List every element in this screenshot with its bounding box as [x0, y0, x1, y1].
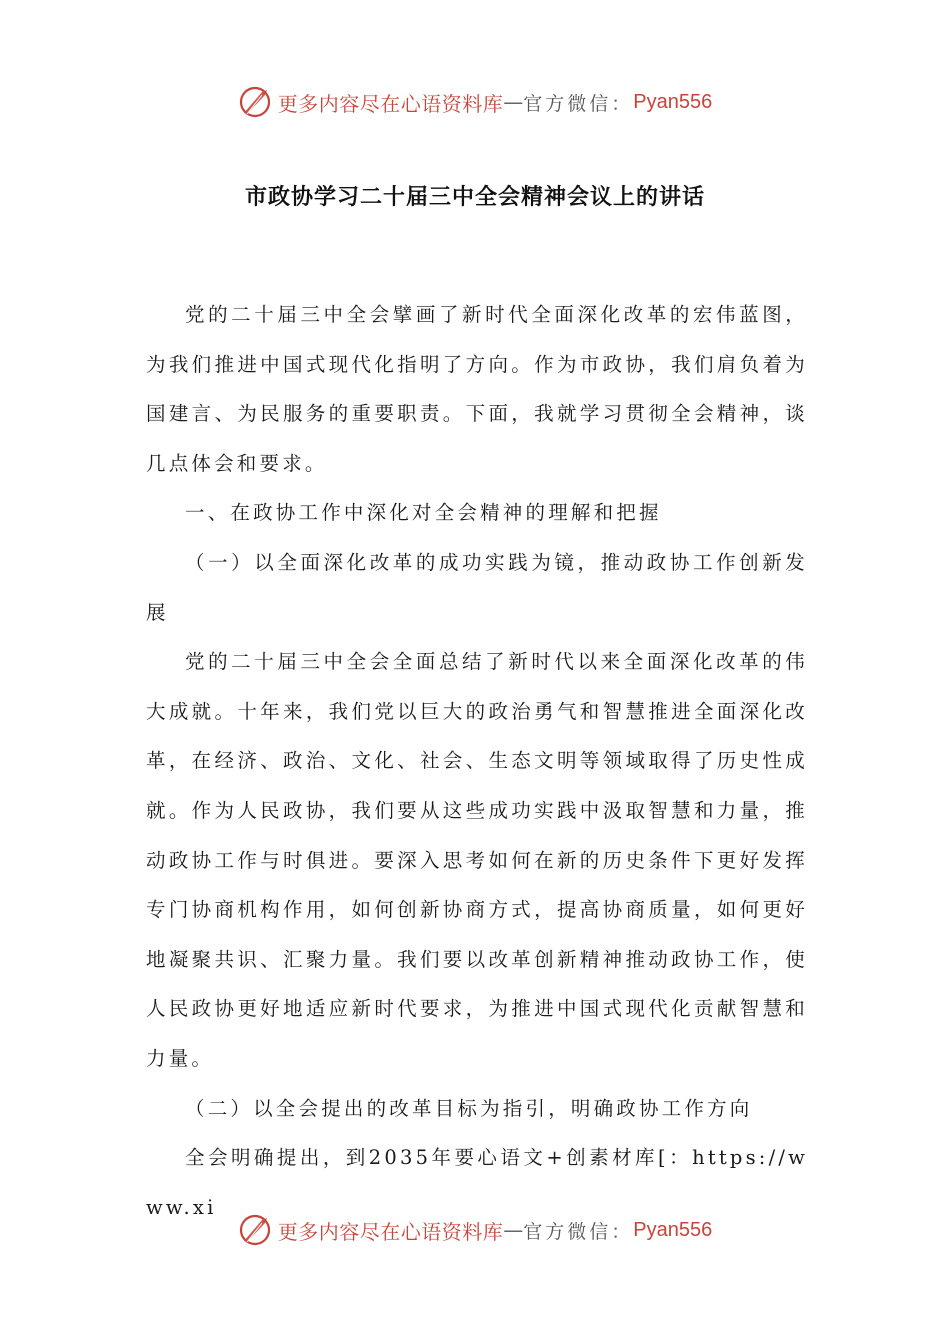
subsection-heading: （二）以全会提出的改革目标为指引，明确政协工作方向 — [185, 1096, 753, 1120]
document-body — [146, 290, 808, 1232]
header-banner — [0, 80, 950, 124]
subsection-heading: （一）以全面深化改革的成功实践为镜，推动政协工作创新发展 — [146, 550, 808, 624]
wechat-label: 官方微信： — [523, 92, 634, 115]
wechat-id: Pyan556 — [633, 90, 713, 113]
wechat-id: Pyan556 — [633, 1218, 713, 1241]
banner-separator: — — [503, 1218, 524, 1242]
section-heading: 一、在政协工作中深化对全会精神的理解和把握 — [185, 501, 662, 525]
quill-pen-logo-icon — [238, 1213, 272, 1247]
wechat-label: 官方微信： — [523, 1220, 634, 1243]
banner-text: 更多内容尽在心语资料库 — [277, 1219, 504, 1244]
document-title: 市政协学习二十届三中全会精神会议上的讲话 — [244, 185, 705, 210]
paragraph: 党的二十届三中全会全面总结了新时代以来全面深化改革的伟大成就。十年来，我们党以巨大的政治勇气和智慧推进全面深化改革，在经济、政治、文化、社会、生态文明等领域取得了历史性成就。作为人民政协，我们要从这些成功实践中汲取智慧和力量，推动政协工作与时俱进。要深入思考如何在新的历史条件下更好发挥专门协商机构作用，如何创新协商方式，提高协商质量，如何更好地凝聚共识、汇聚力量。我们要以改革创新精神推动政协工作，使人民政协更好地适应新时代要求，为推进中国式现代化贡献智慧和力量。 — [146, 650, 808, 1070]
quill-pen-logo-icon — [238, 85, 272, 119]
banner-text: 更多内容尽在心语资料库 — [277, 91, 504, 116]
banner-separator: — — [503, 90, 524, 114]
paragraph: 党的二十届三中全会擘画了新时代全面深化改革的宏伟蓝图，为我们推进中国式现代化指明了方向。作为市政协，我们肩负着为国建言、为民服务的重要职责。下面，我就学习贯彻全会精神，谈几点体会和要求。 — [146, 303, 808, 475]
paragraph: 全会明确提出，到2035年要心语文+创素材库[：https://www.xi — [146, 1146, 808, 1219]
footer-banner — [0, 1208, 950, 1252]
